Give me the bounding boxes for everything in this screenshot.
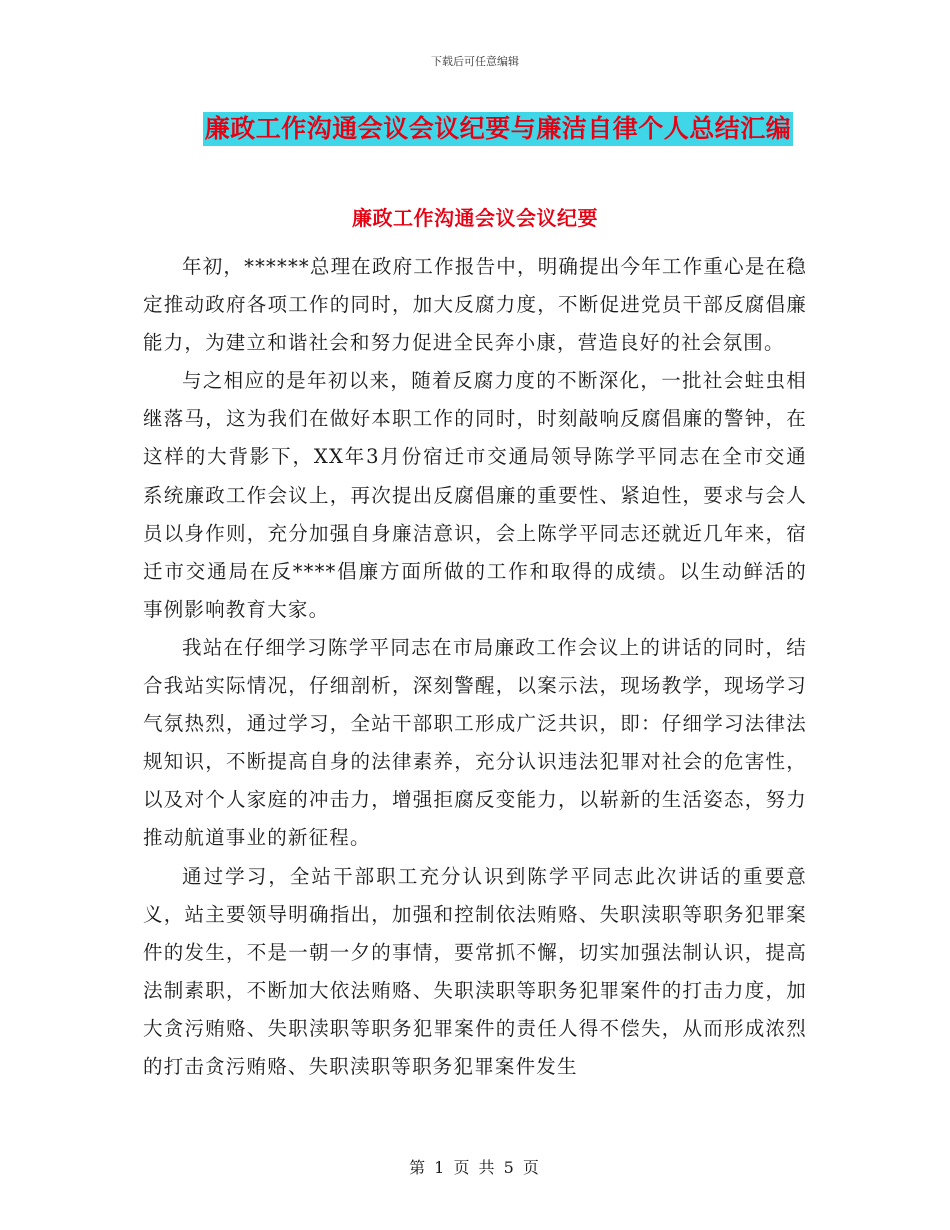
main-title: 廉政工作沟通会议会议纪要与廉洁自律个人总结汇编 — [203, 112, 794, 146]
paragraph: 我站在仔细学习陈学平同志在市局廉政工作会议上的讲话的同时，结合我站实际情况，仔细剖析，深刻警醒，以案示法，现场教学，现场学习气氛热烈，通过学习，全站干部职工形成广泛共识，即：仔细学习法律法规知识，不断提高自身的法律素养，充分认识违法犯罪对社会的危害性，以及对个人家庭的冲击力，增强拒腐反变能力，以崭新的生活姿态，努力推动航道事业的新征程。 — [143, 635, 807, 850]
paragraph: 与之相应的是年初以来，随着反腐力度的不断深化，一批社会蛀虫相继落马，这为我们在做好本职工作的同时，时刻敲响反腐倡廉的警钟，在这样的大背影下，XX年3月份宿迁市交通局领导陈学平同志在全市交通系统廉政工作会议上，再次提出反腐倡廉的重要性、紧迫性，要求与会人员以身作则，充分加强自身廉洁意识，会上陈学平同志还就近几年来，宿迁市交通局在反****倡廉方面所做的工作和取得的成绩。以生动鲜活的事例影响教育大家。 — [143, 369, 807, 621]
document-body — [143, 248, 807, 1086]
paragraph: 年初，******总理在政府工作报告中，明确提出今年工作重心是在稳定推动政府各项工作的同时，加大反腐力度，不断促进党员干部反腐倡廉能力，为建立和谐社会和努力促进全民奔小康，营造良好的社会氛围。 — [143, 255, 807, 355]
main-title-container — [0, 112, 950, 146]
section-title: 廉政工作沟通会议会议纪要 — [352, 206, 598, 230]
page-header-note: 下载后可任意编辑 — [431, 55, 519, 68]
page-number: 第 1 页 共 5 页 — [409, 1158, 541, 1177]
paragraph: 通过学习，全站干部职工充分认识到陈学平同志此次讲话的重要意义，站主要领导明确指出，加强和控制依法贿赂、失职渎职等职务犯罪案件的发生，不是一朝一夕的事情，要常抓不懈，切实加强法制认识，提高法制素职，不断加大依法贿赂、失职渎职等职务犯罪案件的打击力度，加大贪污贿赂、失职渎职等职务犯罪案件的责任人得不偿失，从而形成浓烈的打击贪污贿赂、失职渎职等职务犯罪案件发生 — [143, 864, 807, 1078]
